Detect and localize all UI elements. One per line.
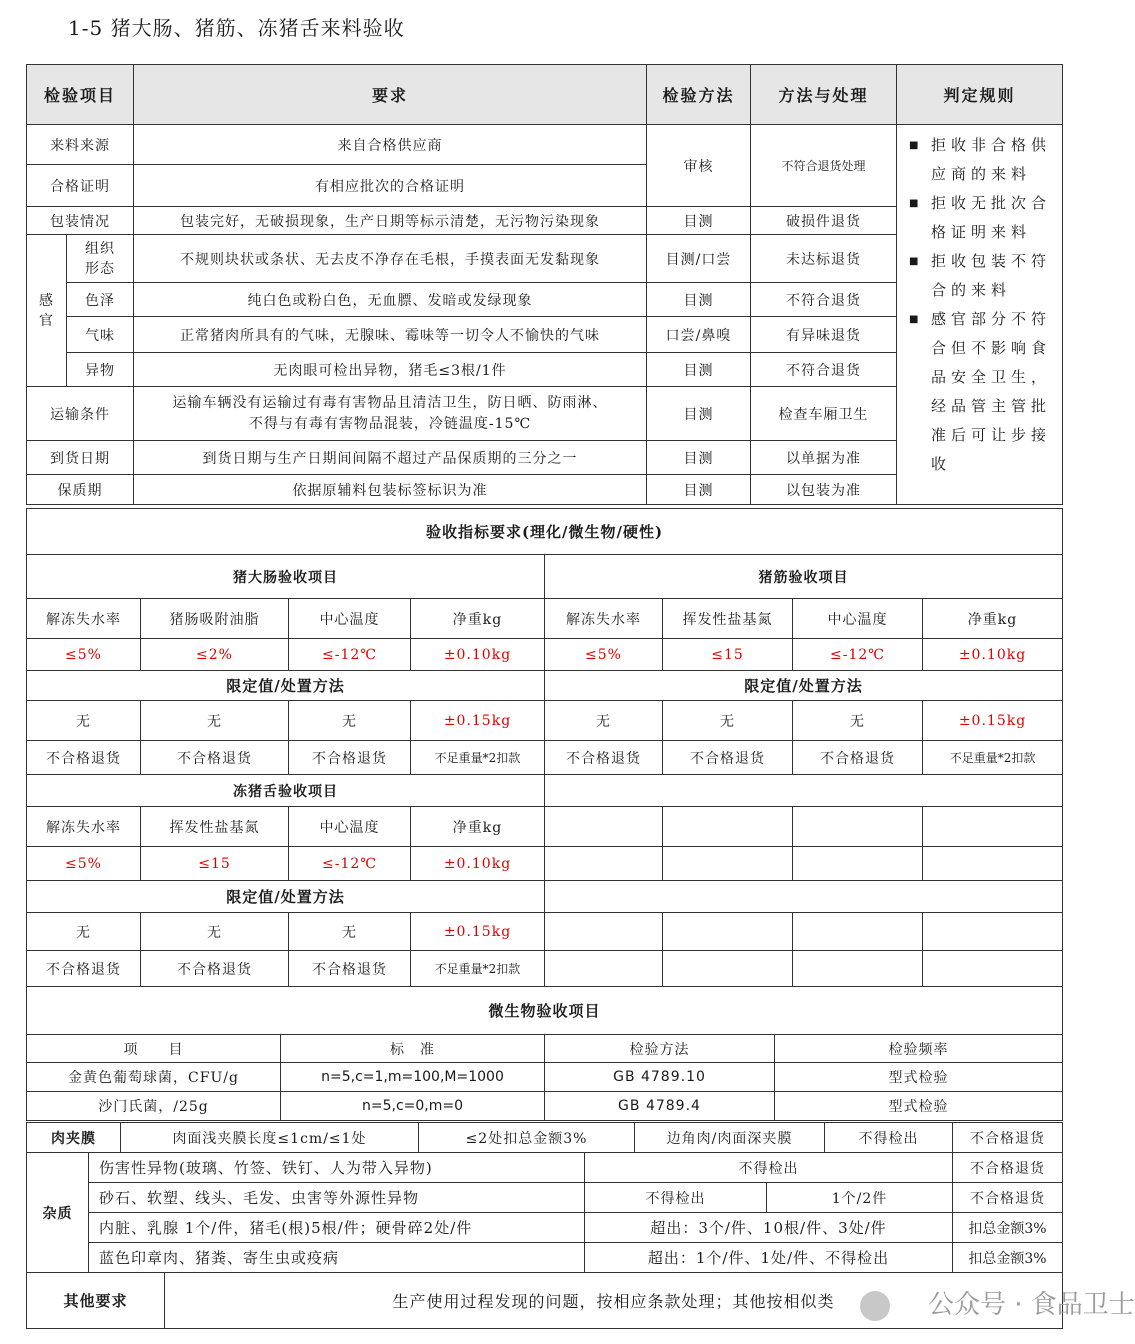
micro-head: 标 准 <box>281 1035 545 1063</box>
row-handling: 不符合退货处理 <box>751 125 897 207</box>
limit-value: 无 <box>663 701 793 741</box>
limit-value: 无 <box>27 701 141 741</box>
row-handling: 以包装为准 <box>751 475 897 505</box>
row-method: 目测 <box>647 475 751 505</box>
limit-value: ±0.15kg <box>411 701 545 741</box>
row-handling: 不符合退货 <box>751 353 897 387</box>
limit-title: 限定值/处置方法 <box>27 881 545 913</box>
row-label: 色泽 <box>67 283 134 317</box>
row-requirement <box>134 387 647 441</box>
indicator-value: ≤-12℃ <box>289 847 411 881</box>
row-label: 气味 <box>67 317 134 353</box>
micro-cell: n=5,c=1,m=100,M=1000 <box>281 1063 545 1092</box>
watermark-text: 公众号 · 食品卫士 <box>928 1290 1135 1320</box>
row-label: 运输条件 <box>27 387 134 441</box>
rule-item: ■ 拒收无批次合格证明来料 <box>909 189 1054 247</box>
impurity-limit: 超出：1个/件、1处/件、不得检出 <box>585 1243 953 1273</box>
action-value: 不合格退货 <box>27 741 141 775</box>
indicator-head: 挥发性盐基氮 <box>141 807 289 847</box>
indicator-value: ≤15 <box>663 639 793 671</box>
sense-label: 感官 <box>27 235 67 387</box>
row-label: 异物 <box>67 353 134 387</box>
action-value: 不合格退货 <box>141 741 289 775</box>
row-handling: 不符合退货 <box>751 283 897 317</box>
micro-cell: 型式检验 <box>775 1092 1063 1121</box>
indicator-value: ≤5% <box>27 639 141 671</box>
requirement-line: 运输车辆没有运输过有毒有害物品且清洁卫生，防日晒、防雨淋、 <box>172 394 608 411</box>
action-value: 不合格退货 <box>545 741 663 775</box>
micro-cell: GB 4789.10 <box>545 1063 775 1092</box>
action-value: 不合格退货 <box>663 741 793 775</box>
indicator-value: ≤2% <box>141 639 289 671</box>
wechat-icon <box>860 1291 890 1321</box>
limit-row <box>27 913 1063 951</box>
micro-cell: 金黄色葡萄球菌，CFU/g <box>27 1063 281 1092</box>
indicator-value-row <box>27 847 1063 881</box>
micro-head: 项 目 <box>27 1035 281 1063</box>
membrane-row <box>27 1123 1063 1153</box>
indicator-title: 验收指标要求(理化/微生物/硬性) <box>27 509 1063 555</box>
row-requirement: 来自合格供应商 <box>134 125 647 165</box>
row-requirement: 到货日期与生产日期间间隔不超过产品保质期的三分之一 <box>134 441 647 475</box>
row-method: 口尝/鼻嗅 <box>647 317 751 353</box>
indicator-head: 净重kg <box>411 599 545 639</box>
limit-value: 无 <box>141 913 289 951</box>
row-method: 目测 <box>647 353 751 387</box>
micro-cell: GB 4789.4 <box>545 1092 775 1121</box>
limit-value: 无 <box>289 701 411 741</box>
indicator-value: ≤5% <box>545 639 663 671</box>
micro-row <box>27 1063 1063 1092</box>
impurity-item: 内脏、乳腺 1个/件，猪毛(根)5根/件；硬骨碎2处/件 <box>89 1213 585 1243</box>
row-requirement: 包装完好，无破损现象，生产日期等标示清楚，无污物污染现象 <box>134 207 647 235</box>
row-method: 目测 <box>647 387 751 441</box>
indicator-head-row <box>27 807 1063 847</box>
micro-row <box>27 1092 1063 1121</box>
table-header-row <box>27 65 1063 125</box>
indicator-head: 解冻失水率 <box>27 599 141 639</box>
indicator-head: 净重kg <box>411 807 545 847</box>
action-value: 不合格退货 <box>289 951 411 987</box>
indicator-head: 猪肠吸附油脂 <box>141 599 289 639</box>
impurity-limit: 不得检出 <box>585 1153 953 1183</box>
inspection-table <box>26 64 1063 505</box>
table-row <box>27 125 1063 165</box>
indicator-head: 净重kg <box>923 599 1063 639</box>
micro-cell: 型式检验 <box>775 1063 1063 1092</box>
row-handling: 有异味退货 <box>751 317 897 353</box>
watermark <box>890 1284 1135 1321</box>
micro-head: 检验方法 <box>545 1035 775 1063</box>
impurity-row <box>27 1243 1063 1273</box>
indicator-value: ≤5% <box>27 847 141 881</box>
indicator-value-row <box>27 639 1063 671</box>
limit-value: 无 <box>289 913 411 951</box>
micro-head: 检验频率 <box>775 1035 1063 1063</box>
micro-head-row <box>27 1035 1063 1063</box>
action-value: 不合格退货 <box>141 951 289 987</box>
limit-value: 无 <box>27 913 141 951</box>
rule-item: ■ 拒收包装不符合的来料 <box>909 247 1054 305</box>
membrane-cell: 边角肉/肉面深夹膜 <box>635 1123 825 1153</box>
micro-table <box>26 986 1063 1121</box>
limit-title: 限定值/处置方法 <box>27 671 545 701</box>
row-requirement: 纯白色或粉白色，无血膘、发暗或发绿现象 <box>134 283 647 317</box>
impurity-item: 伤害性异物(玻璃、竹签、铁钉、人为带入异物) <box>89 1153 585 1183</box>
row-method: 目测 <box>647 441 751 475</box>
header-handling: 方法与处理 <box>751 65 897 125</box>
indicator-value: ±0.10kg <box>411 847 545 881</box>
impurity-row <box>27 1183 1063 1213</box>
impurity-item: 蓝色印章肉、猪粪、寄生虫或疫病 <box>89 1243 585 1273</box>
row-method: 目测/口尝 <box>647 235 751 283</box>
membrane-cell: 肉面浅夹膜长度≤1cm/≤1处 <box>121 1123 419 1153</box>
row-label: 合格证明 <box>27 165 134 207</box>
micro-title: 微生物验收项目 <box>27 987 1063 1035</box>
rule-item: ■ 感官部分不符合但不影响食品安全卫生，经品管主管批准后可让步接收 <box>909 305 1054 479</box>
impurity-limit: 超出：3个/件、10根/件、3处/件 <box>585 1213 953 1243</box>
header-rule: 判定规则 <box>897 65 1063 125</box>
row-handling: 未达标退货 <box>751 235 897 283</box>
page-title: 1-5 猪大肠、猪筋、冻猪舌来料验收 <box>68 16 405 40</box>
other-label: 其他要求 <box>27 1273 165 1329</box>
indicator-head: 挥发性盐基氮 <box>663 599 793 639</box>
indicator-value: ±0.10kg <box>411 639 545 671</box>
tendon-title: 猪筋验收项目 <box>545 555 1063 599</box>
indicator-head-row <box>27 599 1063 639</box>
action-row <box>27 741 1063 775</box>
other-text: 生产使用过程发现的问题，按相应条款处理；其他按相似类 <box>165 1273 1063 1329</box>
limit-value: 无 <box>793 701 923 741</box>
row-label: 包装情况 <box>27 207 134 235</box>
header-method: 检验方法 <box>647 65 751 125</box>
indicator-head: 中心温度 <box>289 599 411 639</box>
row-handling: 破损件退货 <box>751 207 897 235</box>
judgement-rules <box>897 125 1063 505</box>
row-requirement: 有相应批次的合格证明 <box>134 165 647 207</box>
impurity-action: 扣总金额3% <box>953 1243 1063 1273</box>
empty-cell <box>545 775 1063 807</box>
row-label: 保质期 <box>27 475 134 505</box>
row-requirement: 无肉眼可检出异物，猪毛≤3根/1件 <box>134 353 647 387</box>
row-method: 目测 <box>647 207 751 235</box>
action-value: 不足重量*2扣款 <box>411 741 545 775</box>
limit-value: ±0.15kg <box>411 913 545 951</box>
row-method: 目测 <box>647 283 751 317</box>
row-requirement: 正常猪肉所具有的气味，无腺味、霉味等一切令人不愉快的气味 <box>134 317 647 353</box>
indicator-value: ≤-12℃ <box>793 639 923 671</box>
requirement-line: 不得与有毒有害物品混装，冷链温度-15℃ <box>248 415 532 432</box>
impurity-row <box>27 1153 1063 1183</box>
action-value: 不合格退货 <box>793 741 923 775</box>
impurity-item: 砂石、软塑、线头、毛发、虫害等外源性异物 <box>89 1183 585 1213</box>
membrane-cell: 不得检出 <box>825 1123 953 1153</box>
limit-row <box>27 701 1063 741</box>
limit-title: 限定值/处置方法 <box>545 671 1063 701</box>
indicator-head: 中心温度 <box>289 807 411 847</box>
row-handling: 检查车厢卫生 <box>751 387 897 441</box>
impurity-action: 不合格退货 <box>953 1183 1063 1213</box>
row-method: 审核 <box>647 125 751 207</box>
impurity-action: 扣总金额3% <box>953 1213 1063 1243</box>
limit-value: ±0.15kg <box>923 701 1063 741</box>
row-label: 来料来源 <box>27 125 134 165</box>
row-handling: 以单据为准 <box>751 441 897 475</box>
intestine-title: 猪大肠验收项目 <box>27 555 545 599</box>
membrane-label: 肉夹膜 <box>27 1123 121 1153</box>
impurity-label: 杂质 <box>27 1153 89 1273</box>
micro-cell: 沙门氏菌，/25g <box>27 1092 281 1121</box>
indicator-head: 解冻失水率 <box>545 599 663 639</box>
indicator-head: 中心温度 <box>793 599 923 639</box>
rule-item: ■ 拒收非合格供应商的来料 <box>909 131 1054 189</box>
header-requirement: 要求 <box>134 65 647 125</box>
micro-cell: n=5,c=0,m=0 <box>281 1092 545 1121</box>
limit-value: 无 <box>141 701 289 741</box>
impurity-row <box>27 1213 1063 1243</box>
action-row <box>27 951 1063 987</box>
row-requirement: 不规则块状或条状、无去皮不净存在毛根，手摸表面无发黏现象 <box>134 235 647 283</box>
indicator-value: ≤-12℃ <box>289 639 411 671</box>
action-value: 不合格退货 <box>27 951 141 987</box>
tongue-title: 冻猪舌验收项目 <box>27 775 545 807</box>
impurity-table <box>26 1152 1063 1273</box>
impurity-action: 不合格退货 <box>953 1153 1063 1183</box>
membrane-table <box>26 1122 1063 1153</box>
header-item: 检验项目 <box>27 65 134 125</box>
indicator-head: 解冻失水率 <box>27 807 141 847</box>
action-value: 不足重量*2扣款 <box>923 741 1063 775</box>
membrane-cell: ≤2处扣总金额3% <box>419 1123 635 1153</box>
row-label: 组织形态 <box>67 235 134 283</box>
impurity-limit: 1个/2件 <box>767 1183 953 1213</box>
row-label: 到货日期 <box>27 441 134 475</box>
membrane-cell: 不合格退货 <box>953 1123 1063 1153</box>
indicator-value: ±0.10kg <box>923 639 1063 671</box>
limit-value: 无 <box>545 701 663 741</box>
impurity-limit: 不得检出 <box>585 1183 767 1213</box>
row-requirement: 依据原辅料包装标签标识为准 <box>134 475 647 505</box>
indicator-value: ≤15 <box>141 847 289 881</box>
action-value: 不合格退货 <box>289 741 411 775</box>
action-value: 不足重量*2扣款 <box>411 951 545 987</box>
indicator-table <box>26 508 1063 987</box>
